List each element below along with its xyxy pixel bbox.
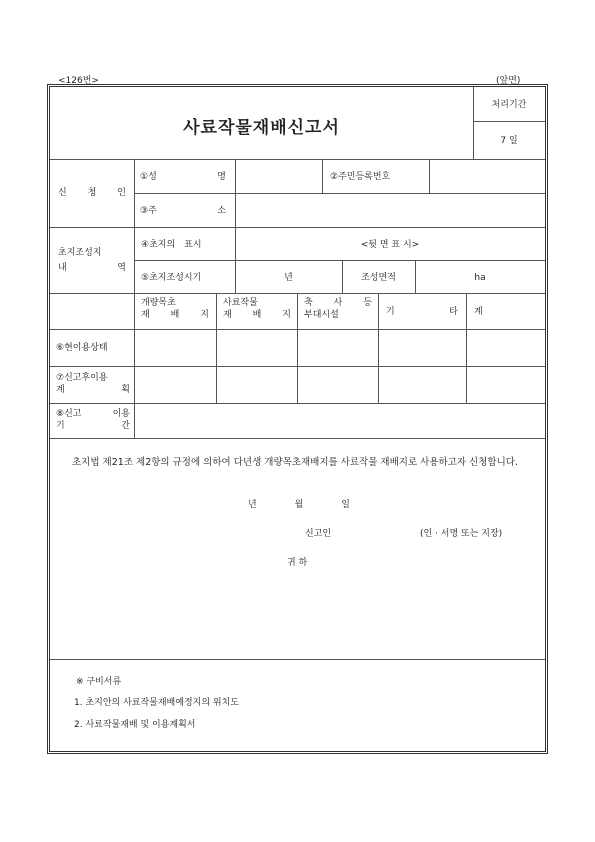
attachment-item: 1. 초지안의 사료작물재배예정지의 위치도 [74, 698, 239, 708]
period-field[interactable] [135, 404, 544, 437]
row-label-period: ⑧신고 이용 기 간 [56, 409, 130, 431]
declaration-text: 초지법 제21조 제2항의 규정에 의하여 다년생 개량목초재배지를 사료작물 재배지로 사용하고자 신청합니다. [72, 457, 518, 468]
year-unit: 년 [284, 273, 293, 283]
column-header-total: 계 [474, 307, 483, 317]
grid-line [466, 293, 467, 403]
attachment-item: 2. 사료작물재배 및 이용계획서 [74, 720, 196, 730]
grassland-section-label: 초지조성지 [58, 248, 102, 258]
grid-line [322, 159, 323, 193]
attachments-title: ※ 구비서류 [76, 677, 122, 687]
column-header-facilities: 축 사 등 부대시설 [304, 298, 372, 320]
applicant-section-label: 신 청 인 [58, 188, 126, 198]
grid-line [297, 293, 298, 403]
column-header-improved-grass: 개량목초 재 배 지 [141, 298, 209, 320]
document-title: 사료작물재배신고서 [183, 118, 340, 138]
row-label-planned-use: ⑦신고후이용 계 획 [56, 373, 130, 395]
row-label-current-use: ⑥현이용상태 [56, 343, 108, 353]
column-header-other: 기 타 [386, 307, 458, 317]
resident-id-field[interactable] [430, 160, 544, 193]
grid-line [134, 260, 545, 261]
grid-line [473, 87, 474, 159]
area-label: 조성면적 [361, 273, 396, 283]
reporter-label: 신고인 [305, 529, 332, 539]
name-field[interactable] [236, 160, 322, 193]
grid-line [216, 293, 217, 403]
grid-line [134, 159, 135, 438]
report-form [47, 84, 548, 754]
address-field[interactable] [236, 194, 544, 227]
area-unit: ha [474, 273, 486, 283]
page-side-label: (앞면) [496, 76, 521, 86]
resident-id-label: ②주민등록번호 [330, 172, 391, 182]
column-header-forage-crop: 사료작물 재 배 지 [223, 298, 291, 320]
processing-period-label: 처리기간 [491, 100, 527, 110]
grassland-section-label-2: 내 역 [58, 263, 126, 273]
signature-note: (인 · 서명 또는 지장) [420, 529, 503, 539]
grid-line [50, 438, 545, 439]
grassland-time-label: ⑤초지조성시기 [141, 273, 202, 283]
grid-line [50, 659, 545, 660]
form-number: <126번> [58, 76, 99, 86]
grassland-display-value: <뒷 면 표 시> [360, 240, 420, 250]
grassland-display-label: ④초지의 표시 [141, 240, 202, 250]
processing-period-value: 7 일 [500, 136, 518, 146]
grid-line [378, 293, 379, 403]
address-label: ③주 소 [140, 206, 226, 216]
grid-line [473, 121, 545, 122]
grid-line [50, 227, 545, 228]
date-line: 년 월 일 [248, 500, 350, 510]
addressee: 귀 하 [287, 558, 308, 568]
name-label: ①성 명 [140, 172, 226, 182]
